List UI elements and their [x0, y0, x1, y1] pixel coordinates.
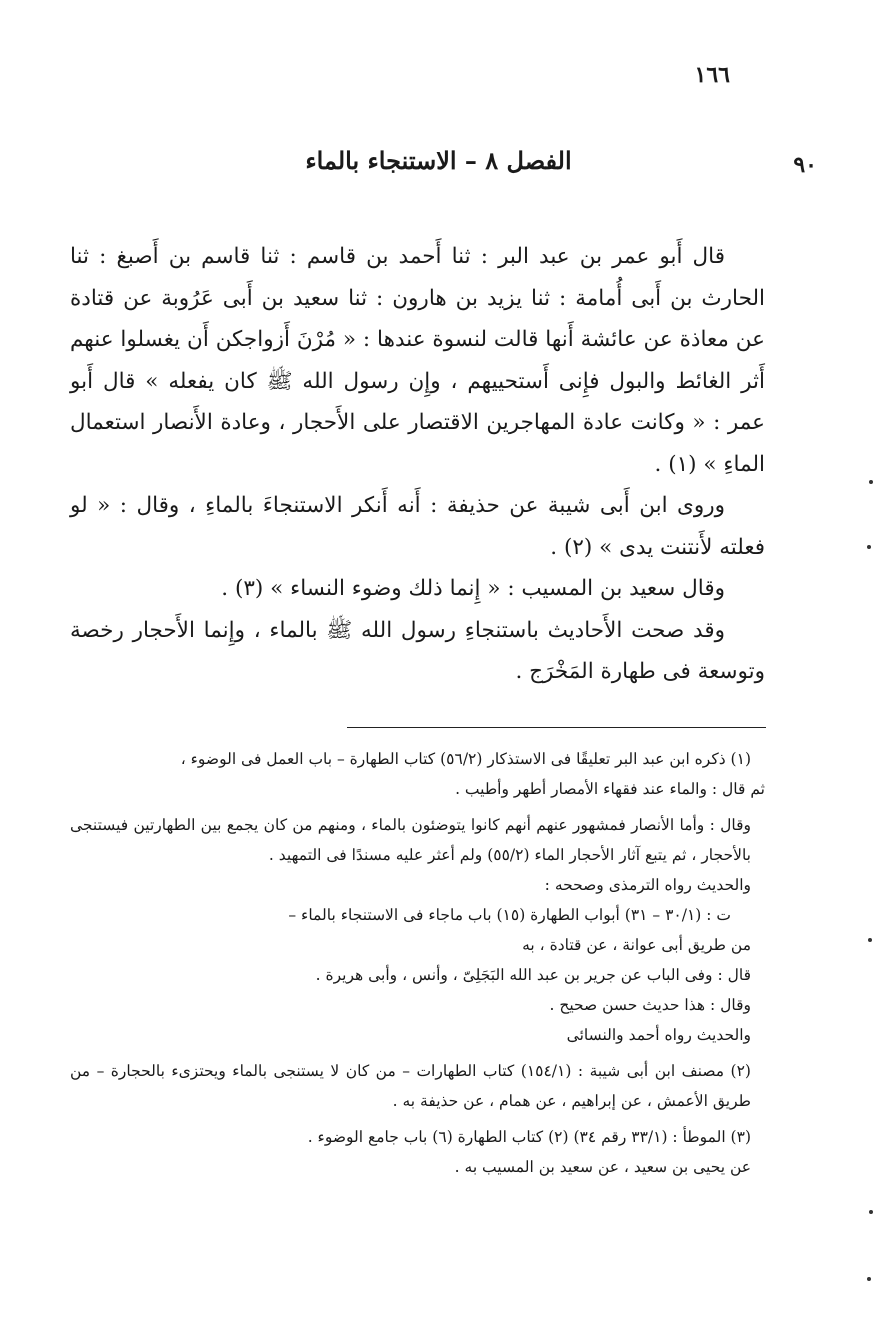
scan-speck: [867, 1277, 871, 1281]
footnote-separator: [347, 727, 766, 728]
paragraph: وقد صحت الأَحاديث باستنجاءِ رسول الله ﷺ بالماء ، وإِنما الأَحجار رخصة وتوسعة فى طهارة المَخْرَج .: [70, 617, 765, 684]
footnote-line: وقال : هذا حديث حسن صحيح .: [549, 996, 751, 1014]
footnote-line: ثم قال : والماء عند فقهاء الأمصار أطهر وأطيب .: [455, 780, 765, 798]
footnote-2: (٢) مصنف ابن أبى شيبة : (١٥٤/١) كتاب الطهارات – من كان لا يستنجى بالماء ويحتزىء بالحجارة – من طريق الأعمش ، عن إبراهيم ، عن همام ، عن حذيفة به .: [70, 1062, 751, 1110]
footnote-3: (٣) الموطأ : (٣٣/١ رقم ٣٤) (٢) كتاب الطهارة (٦) باب جامع الوضوء .: [307, 1128, 751, 1146]
chapter-number: ٩٠: [793, 152, 817, 178]
scan-speck: [868, 938, 872, 942]
footnote-line: والحديث رواه الترمذى وصححه :: [544, 876, 751, 894]
page-number: ١٦٦: [694, 62, 730, 88]
footnote-line: ت : (٣٠/١ – ٣١) أبواب الطهارة (١٥) باب ماجاء فى الاستنجاء بالماء –: [288, 906, 731, 924]
footnote-line: (١) ذكره ابن عبد البر تعليقًا فى الاستذكار (٥٦/٢) كتاب الطهارة – باب العمل فى الوضوء ،: [180, 750, 751, 768]
paragraph: وروى ابن أَبى شيبة عن حذيفة : أَنه أَنكر الاستنجاءَ بالماءِ ، وقال : « لو فعلته لأَنتنت يدى » (٢) .: [70, 493, 765, 560]
footnote-line: وقال : وأما الأنصار فمشهور عنهم أنهم كانوا يتوضئون بالماء ، ومنهم من كان يجمع بين الطهارتين فيستنجى بالأحجار ، ثم يتبع آثار الأحجار الماء (٥٥/٢) ولم أعثر عليه مسندًا فى التمهيد .: [70, 816, 751, 864]
scan-speck: [869, 480, 873, 484]
paragraph: وقال سعيد بن المسيب : « إِنما ذلك وضوء النساء » (٣) .: [221, 576, 725, 601]
chapter-title: الفصل ٨ – الاستنجاء بالماء: [305, 146, 572, 175]
scan-speck: [869, 1210, 873, 1214]
paragraph: قال أَبو عمر بن عبد البر : ثنا أَحمد بن قاسم : ثنا قاسم بن أَصبغ : ثنا الحارث بن أَبى أُمامة : ثنا يزيد بن هارون : ثنا سعيد بن أَبى عَرُوبة عن قتادة عن معاذة عن عائشة أَنها قالت لنسوة عندها : « مُرْنَ أَزواجكن أَن يغسلوا عنهم أَثر الغائط والبول فإِنى أَستحييهم ، وإِن رسول الله ﷺ كان يفعله » قال أَبو عمر : « وكانت عادة المهاجرين الاقتصار على الأَحجار ، وعادة الأَنصار استعمال الماءِ » (١) .: [70, 244, 765, 477]
footnote-line: عن يحيى بن سعيد ، عن سعيد بن المسيب به .: [454, 1158, 751, 1176]
footnotes: [70, 744, 765, 1182]
footnote-line: قال : وفى الباب عن جرير بن عبد الله البَجَلِىّ ، وأنس ، وأبى هريرة .: [315, 966, 751, 984]
scan-speck: [867, 545, 871, 549]
footnote-line: والحديث رواه أحمد والنسائى: [566, 1026, 751, 1044]
footnote-line: من طريق أبى عوانة ، عن قتادة ، به: [522, 936, 751, 954]
main-text: [70, 236, 765, 693]
